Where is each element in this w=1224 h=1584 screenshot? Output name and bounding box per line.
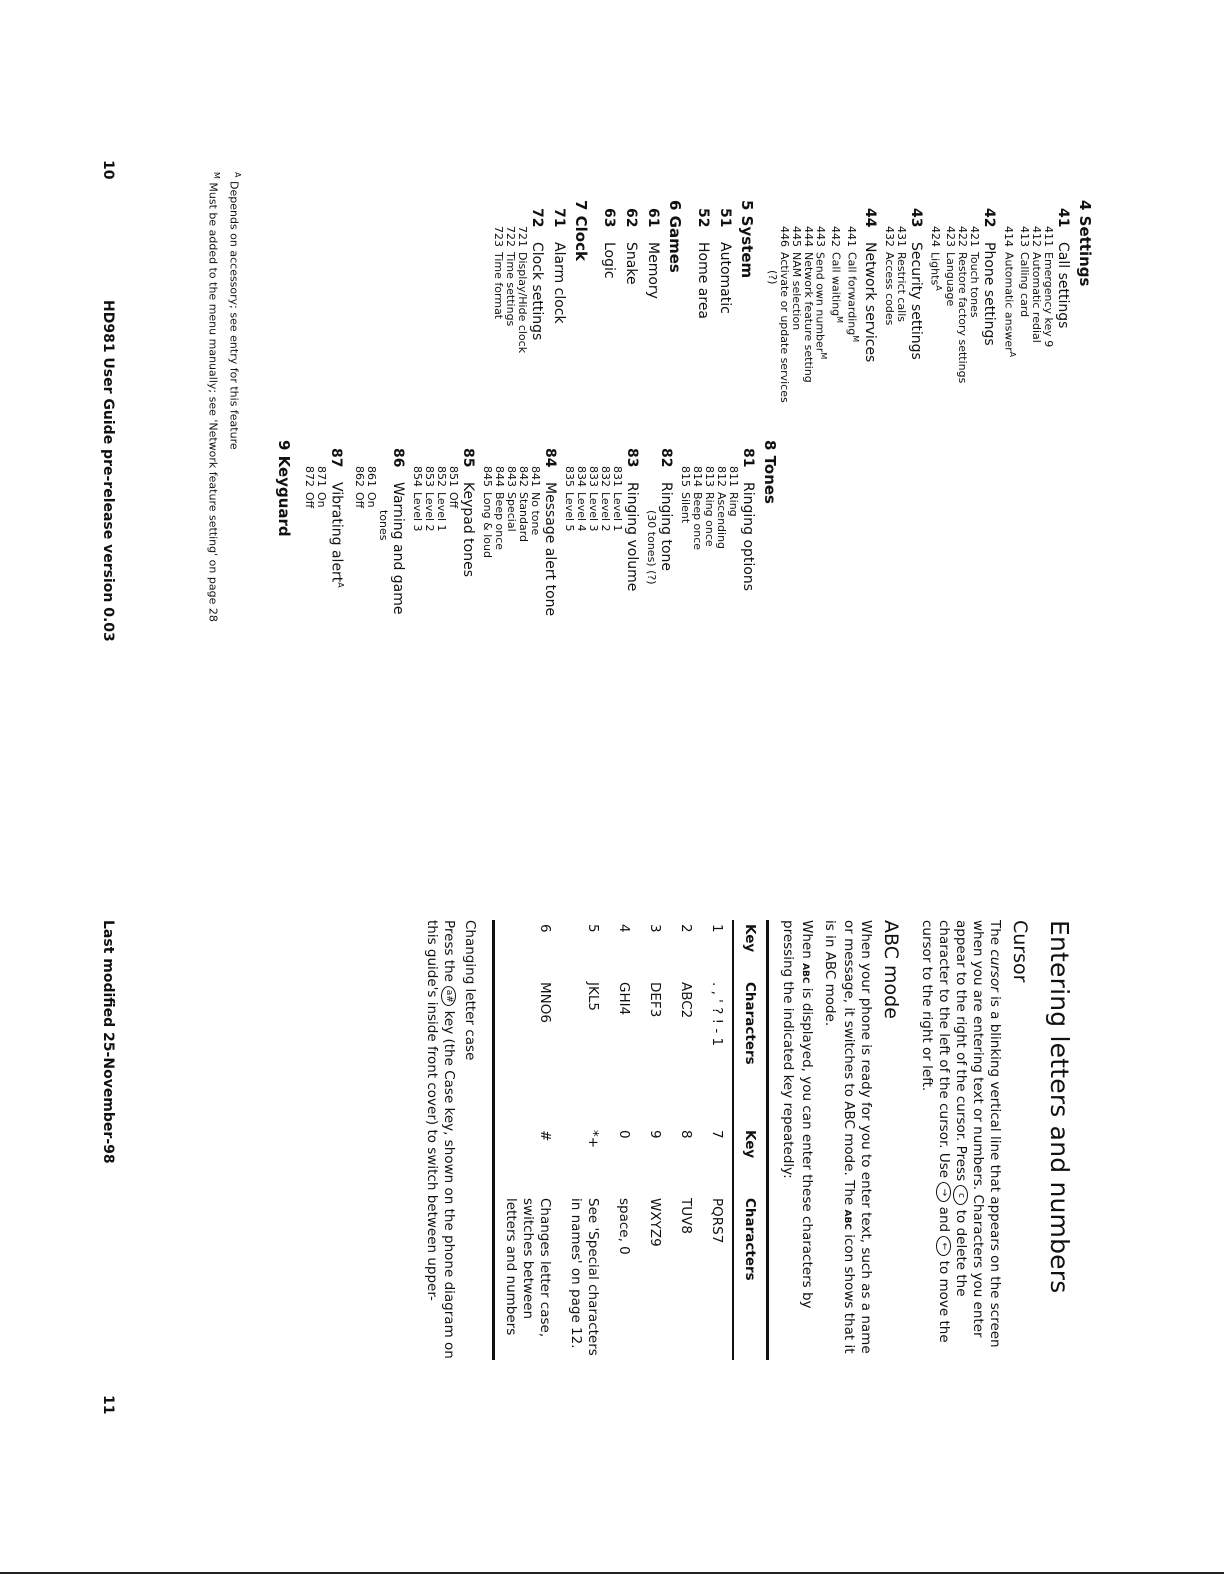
menu-item-label: Call settings: [1055, 242, 1071, 329]
menu-item-label: Alarm clock: [550, 242, 567, 324]
menu-item-number: 82: [658, 448, 674, 468]
menu-item-label: Memory: [644, 242, 661, 299]
menu-item: [1042, 200, 1054, 530]
menu-item-label: Restrict calls: [894, 252, 908, 323]
header-key-2: Key: [742, 1130, 758, 1159]
menu-item: [599, 440, 611, 740]
menu-item-label: Call waiting: [829, 252, 843, 317]
menu-item-number: 81: [740, 448, 756, 468]
menu-item-number: 442: [829, 226, 843, 247]
menu-item-number: 411: [1042, 226, 1055, 247]
menu-item-number: 833: [587, 466, 600, 487]
menu-item-number: 72: [528, 208, 545, 228]
menu-item-number: 62: [622, 208, 639, 228]
menu-section-heading: 6 Games: [665, 200, 684, 273]
menu-item-label: Level 5: [563, 492, 576, 532]
menu-item: [315, 440, 327, 740]
table-cell-c1: DEF3: [647, 982, 663, 1018]
table-cell-k1: 1: [709, 924, 725, 933]
cursor-paragraph: [918, 920, 1003, 1360]
menu-item-number: 422: [956, 226, 970, 247]
menu-item-label: Ring: [727, 492, 740, 517]
menu-item: [459, 440, 477, 740]
abc-text-3: When: [799, 920, 815, 964]
header-key-1: Key: [742, 924, 758, 953]
menu-item: [411, 440, 423, 740]
menu-section-heading: 5 System: [737, 200, 756, 279]
menu-item-number: 841: [529, 466, 542, 487]
menu-item-number: 871: [315, 466, 329, 487]
abc-icon-2: ABC: [800, 963, 810, 984]
hash-key-icon: a#: [442, 986, 457, 1006]
menu-item-label: Logic: [600, 242, 617, 279]
menu-item-number: 843: [505, 466, 518, 487]
menu-item: [829, 200, 845, 530]
menu-item: [1002, 200, 1018, 530]
menu-item-number: 444: [801, 226, 815, 247]
menu-item-number: 443: [813, 226, 827, 247]
menu-item-label: Automatic: [716, 242, 733, 314]
menu-item: [929, 200, 945, 530]
menu-item-number: 854: [411, 466, 424, 487]
menu-item: [435, 440, 447, 740]
table-cell-k1: 3: [647, 924, 663, 933]
menu-item: [790, 200, 802, 530]
menu-item-label: Send own number: [813, 252, 827, 353]
menu-item-number: 63: [600, 208, 617, 228]
menu-item-label: Restore factory settings: [956, 252, 970, 384]
menu-item-number: 71: [550, 208, 567, 228]
table-cell-c1: ABC2: [678, 982, 694, 1019]
menu-item-label: Off: [303, 492, 317, 509]
menu-item-superscript: M: [850, 335, 860, 343]
menu-item-number: 813: [703, 466, 716, 487]
menu-item-number: 432: [882, 226, 896, 247]
menu-item-number: 832: [599, 466, 612, 487]
menu-item-label: Clock settings: [528, 242, 545, 341]
menu-item: [493, 440, 505, 740]
menu-item-number: 43: [907, 208, 924, 228]
menu-item: [715, 440, 727, 740]
right-arrow-key-icon: →: [937, 1182, 952, 1202]
menu-item-label: Ringing tone: [658, 482, 674, 572]
abc-text-1: When your phone is ready for you to enter text, such as a name or message, it switches to ABC mode. The: [841, 920, 874, 1354]
menu-item-label: Level 2: [423, 492, 436, 532]
abc-mode-heading: ABC mode: [880, 920, 902, 1019]
menu-item: [956, 200, 968, 530]
menu-item: [505, 440, 517, 740]
abc-text-2: icon shows that it is in ABC mode.: [822, 920, 857, 1354]
menu-item-number: 87: [328, 448, 345, 468]
menu-item-label: Language: [944, 252, 958, 307]
table-row: [670, 920, 701, 1360]
table-cell-k1: 4: [616, 924, 632, 933]
menu-item: [679, 440, 691, 740]
menu-item: [377, 440, 389, 740]
abc-paragraph-1: [821, 920, 874, 1360]
menu-item-label: Time format: [491, 252, 505, 320]
table-cell-c2: Changes letter case, switches between letters and numbers: [503, 1198, 553, 1338]
table-cell-k2: *+: [585, 1130, 601, 1149]
menu-item-label: Level 2: [599, 492, 612, 532]
menu-item-number: 446: [777, 226, 791, 247]
menu-item-number: 811: [727, 466, 740, 487]
cursor-text-em: cursor: [987, 949, 1003, 992]
menu-item: [739, 440, 757, 740]
menu-item-number: 862: [353, 466, 366, 487]
menu-item-label: Off: [447, 492, 460, 509]
menu-item-label: Beep once: [493, 492, 506, 551]
menu-item: [541, 440, 559, 740]
table-cell-c1: JKL5: [585, 982, 601, 1011]
page-title: Entering letters and numbers: [1045, 920, 1074, 1294]
menu-item-number: 51: [716, 208, 733, 228]
menu-item-number: 835: [563, 466, 576, 487]
menu-item: [814, 200, 830, 530]
menu-item: [944, 200, 956, 530]
menu-item: [623, 440, 641, 740]
menu-item-number: 812: [715, 466, 728, 487]
menu-item-label: Ascending: [715, 492, 728, 550]
footnote-a-text: Depends on accessory; see entry for this feature: [227, 180, 241, 450]
case-paragraph: [423, 920, 457, 1360]
footnote-m-mark: M: [212, 172, 222, 179]
menu-item-number: 83: [624, 448, 640, 468]
cursor-text-3: to delete the character to the left of the cursor. Use: [936, 920, 969, 1297]
cursor-text-2: is a blinking vertical line that appears on the screen when you are entering text or numbers. Characters you enter appear to the right of the cursor. Press: [953, 920, 1003, 1348]
table-row: [701, 920, 733, 1360]
menu-item-label: Silent: [679, 492, 692, 524]
menu-item: [778, 200, 790, 530]
left-page-number: 10: [100, 160, 116, 180]
menu-item-label: Activate or update services: [777, 252, 791, 403]
table-cell-k2: 0: [616, 1130, 632, 1139]
menu-item-number: 814: [691, 466, 704, 487]
footnotes: [207, 172, 244, 712]
menu-item: [353, 440, 365, 740]
menu-item: [389, 440, 407, 740]
table-row: [560, 920, 608, 1360]
menu-item-label: Off: [353, 492, 366, 509]
menu-item: [861, 200, 879, 530]
clear-key-icon: c: [954, 1185, 969, 1205]
case-heading: Changing letter case: [462, 920, 478, 1061]
menu-item-number: 872: [303, 466, 317, 487]
menu-item: [611, 440, 623, 740]
menu-item-number: 852: [435, 466, 448, 487]
menu-item-label: Beep once: [691, 492, 704, 551]
menu-item-label: tones: [377, 510, 390, 541]
table-cell-c1: GHI4: [616, 982, 632, 1016]
menu-item: [703, 440, 715, 740]
left-footer-text: HD981 User Guide pre-release version 0.03: [100, 300, 116, 642]
menu-item: [529, 440, 541, 740]
menu-item-number: 41: [1055, 208, 1071, 228]
menu-item-number: 441: [845, 226, 859, 247]
table-body: [494, 920, 734, 1360]
menu-item-number: 52: [694, 208, 711, 228]
menu-item-label: Network feature setting: [801, 252, 815, 383]
cursor-heading: Cursor: [1009, 920, 1031, 983]
menu-item-label: (30 tones) (?): [645, 510, 658, 585]
menu-item-label: Level 1: [611, 492, 624, 532]
menu-item: [1018, 200, 1030, 530]
menu-item-label: On: [315, 492, 329, 508]
abc-paragraph-2: [779, 920, 815, 1360]
menu-section-heading: 8 Tones: [761, 440, 779, 504]
menu-item-number: 861: [365, 466, 378, 487]
footnote-a-mark: A: [233, 172, 242, 178]
menu-item-number: 421: [968, 226, 982, 247]
menu-item: [907, 200, 925, 530]
menu-item: [575, 440, 587, 740]
menu-item-label: Ringing options: [740, 482, 756, 592]
menu-item-number: 815: [679, 466, 692, 487]
menu-item-number: 423: [944, 226, 958, 247]
menu-item-label: Long & loud: [481, 492, 494, 558]
table-cell-c2: PQRS7: [709, 1198, 725, 1244]
menu-item-label: Automatic answer: [1002, 252, 1016, 352]
case-text-1: Press the: [441, 920, 457, 987]
menu-item-number: 851: [447, 466, 460, 487]
header-characters-1: Characters: [742, 982, 758, 1065]
menu-item-number: 831: [611, 466, 624, 487]
cursor-text-5: to move the cursor to the right or left.: [919, 920, 952, 1343]
key-characters-table: [492, 920, 769, 1360]
table-cell-k2: 9: [647, 1130, 663, 1139]
menu-item-superscript: M: [819, 352, 829, 360]
menu-item-label: Calling card: [1018, 252, 1031, 318]
menu-item-label: Home area: [694, 242, 711, 320]
menu-item: [365, 440, 377, 740]
right-page-content: [423, 920, 1074, 1360]
menu-item-label: Keypad tones: [460, 482, 476, 578]
menu-item-number: 722: [503, 226, 517, 247]
table-cell-c2: WXYZ9: [647, 1198, 663, 1247]
table-row: [494, 920, 561, 1360]
menu-item-label: Security settings: [907, 242, 924, 360]
menu-section-heading: 4 Settings: [1076, 200, 1094, 287]
menu-item-label: Ring once: [703, 492, 716, 547]
abc-text-4: is displayed, you can enter these characters by pressing the indicated key repeatedly:: [780, 920, 815, 1309]
menu-item: [691, 440, 703, 740]
menu-item-number: 853: [423, 466, 436, 487]
table-cell-k1: 2: [678, 924, 694, 933]
menu-item: [883, 200, 895, 530]
menu-item: [327, 440, 349, 740]
menu-item: [645, 440, 657, 740]
menu-item-label: Level 3: [411, 492, 424, 532]
menu-item-label: Phone settings: [981, 242, 998, 346]
menu-item: [657, 440, 675, 740]
menu-item-label: On: [365, 492, 378, 508]
menu-item-label: Level 1: [435, 492, 448, 532]
menu-item-label: Emergency key 9: [1042, 252, 1055, 348]
menu-item-label: Level 4: [575, 492, 588, 532]
menu-item-number: 845: [481, 466, 494, 487]
menu-item-label: Special: [505, 492, 518, 532]
menu-item-superscript: A: [934, 285, 944, 291]
right-page-number: 11: [100, 1395, 116, 1415]
menu-item: [563, 440, 575, 740]
menu-item: [517, 440, 529, 740]
menu-item: [447, 440, 459, 740]
table-cell-c2: TUV8: [678, 1198, 694, 1234]
menu-item-label: Call forwarding: [845, 252, 859, 336]
menu-item-number: 86: [390, 448, 406, 468]
menu-item-label: NAM selection: [789, 252, 803, 331]
menu-item-label: Standard: [517, 492, 530, 543]
menu-item-number: 842: [517, 466, 530, 487]
footnote-m-text: Must be added to the menu manually; see 'Network feature setting' on page 28: [206, 182, 220, 622]
menu-item: [1030, 200, 1042, 530]
table-cell-k2: 8: [678, 1130, 694, 1139]
menu-item-label: Automatic redial: [1030, 252, 1043, 343]
menu-item-label: Message alert tone: [542, 482, 558, 617]
menu-item-number: 424: [928, 226, 942, 247]
table-header-row: [733, 920, 768, 1360]
cursor-text-4: and: [936, 1206, 952, 1237]
menu-item-number: 412: [1030, 226, 1043, 247]
menu-item-label: No tone: [529, 492, 542, 536]
menu-item-label: Lights: [928, 252, 942, 286]
table-row: [639, 920, 670, 1360]
menu-item: [895, 200, 907, 530]
menu-item-label: Level 3: [587, 492, 600, 532]
case-text-2: key (the Case key, shown on the phone diagram on this guide's inside front cover) to switch between upper-: [424, 920, 457, 1359]
menu-item-label: Ringing volume: [624, 482, 640, 592]
menu-item-number: 413: [1018, 226, 1031, 247]
menu-item-number: 723: [491, 226, 505, 247]
menu-item-number: 85: [460, 448, 476, 468]
menu-item-label: (?): [765, 270, 779, 285]
table-cell-k1: 5: [585, 924, 601, 933]
menu-item: [587, 440, 599, 740]
menu-item-number: 42: [981, 208, 998, 228]
menu-item: [423, 440, 435, 740]
table-cell-k2: 7: [709, 1130, 725, 1139]
header-characters-2: Characters: [742, 1198, 758, 1281]
menu-item: [968, 200, 980, 530]
menu-item-number: 834: [575, 466, 588, 487]
menu-item-label: Display/Hide clock: [515, 252, 529, 354]
menu-item: [303, 440, 315, 740]
menu-item: [481, 440, 493, 740]
menu-item-number: 721: [515, 226, 529, 247]
menu-item-label: Warning and game: [390, 482, 406, 615]
menu-item-superscript: M: [835, 316, 845, 324]
menu-item-number: 431: [894, 226, 908, 247]
menu-item: [802, 200, 814, 530]
menu-item-number: 844: [493, 466, 506, 487]
menu-item: [845, 200, 861, 530]
table-cell-c2: space, 0: [616, 1198, 632, 1255]
menu-item-label: Touch tones: [968, 252, 982, 318]
menu-item-label: Network services: [861, 242, 878, 363]
table-cell-k2: #: [537, 1130, 553, 1142]
table-cell-c1: MNO6: [537, 982, 553, 1023]
menu-item-number: 445: [789, 226, 803, 247]
menu-column-right: [275, 440, 779, 740]
menu-item-number: 84: [542, 448, 558, 468]
menu-item-label: Snake: [622, 242, 639, 285]
abc-icon: ABC: [842, 1209, 852, 1230]
menu-item-number: 414: [1002, 226, 1016, 247]
menu-section-heading: 7 Clock: [571, 200, 590, 261]
footnote-m: [207, 172, 224, 712]
table-cell-c1: . , ' ? ! - 1: [709, 982, 725, 1047]
menu-item-label: Vibrating alert: [328, 482, 345, 583]
menu-item-label: Time settings: [503, 252, 517, 327]
table-cell-k1: 6: [537, 924, 553, 933]
left-arrow-key-icon: ←: [937, 1236, 952, 1256]
right-footer-text: Last modified 25-November-98: [100, 920, 116, 1164]
menu-item-superscript: A: [1008, 351, 1017, 358]
page-edge-line: [0, 1572, 1224, 1574]
menu-item-number: 61: [644, 208, 661, 228]
footnote-a: [227, 172, 244, 712]
menu-item: [727, 440, 739, 740]
table-row: [608, 920, 639, 1360]
menu-item-superscript: A: [336, 582, 345, 588]
menu-item-number: 44: [861, 208, 878, 228]
cursor-text-1: The: [987, 920, 1003, 950]
menu-section-heading: 9 Keyguard: [275, 440, 294, 537]
menu-item: [1054, 200, 1072, 530]
table-cell-c2: See 'Special characters in names' on page 12.: [568, 1198, 601, 1356]
menu-item: [980, 200, 998, 530]
menu-item-label: Access codes: [882, 252, 896, 326]
